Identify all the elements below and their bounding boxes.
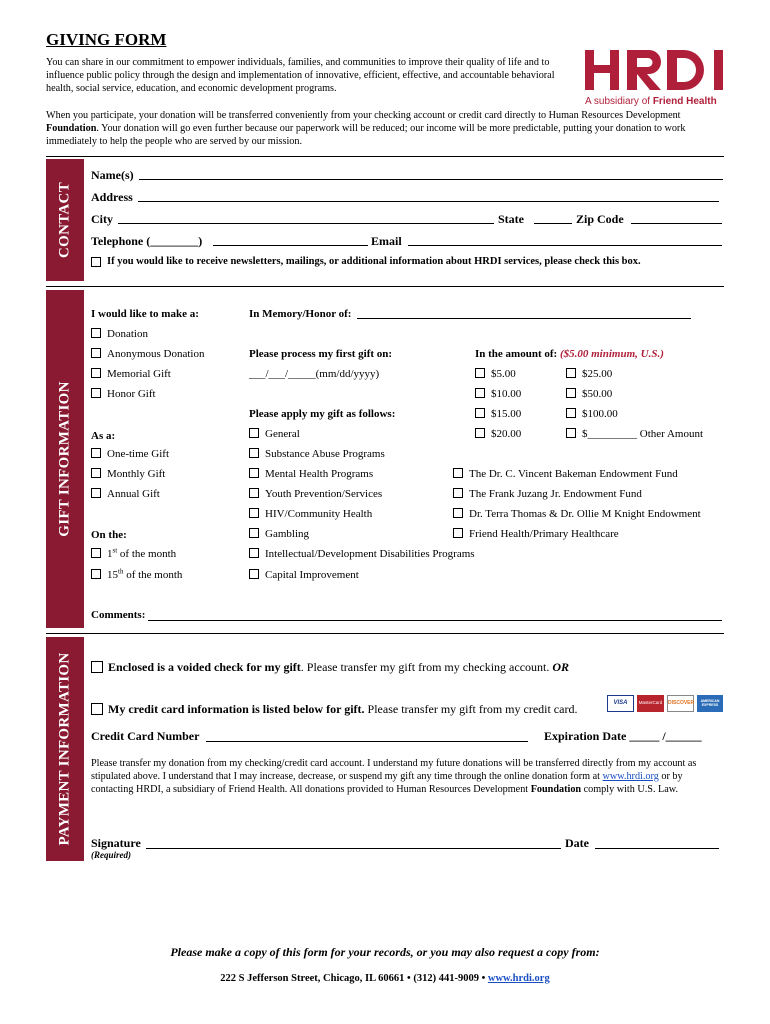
gift-type-label: Memorial Gift (107, 368, 171, 380)
day-num: 1 (107, 548, 113, 560)
first-of-month-checkbox[interactable] (91, 548, 101, 558)
fund-friend-health-checkbox[interactable] (453, 528, 463, 538)
on-the-label: On the: (91, 529, 127, 541)
contact-band (46, 159, 84, 281)
program-label: Capital Improvement (265, 569, 359, 581)
gift-type-label: Donation (107, 328, 148, 340)
make-a-label: I would like to make a: (91, 308, 199, 320)
program-label: General (265, 428, 300, 440)
amount-option: $25.00 (582, 368, 613, 380)
first-gift-date-field[interactable]: ___/___/_____(mm/dd/yyyy) (249, 368, 380, 380)
footer-address (0, 973, 770, 984)
program-youth-prevention-checkbox[interactable] (249, 488, 259, 498)
amount-option: $50.00 (582, 388, 613, 400)
telephone-label: Telephone (________) (91, 234, 203, 248)
expiration-date-field[interactable]: Expiration Date _____ /______ (544, 729, 702, 743)
logo-tagline (585, 96, 717, 107)
check-rest: . Please transfer my gift from my checking account. (300, 660, 553, 674)
form-title: GIVING FORM (46, 30, 167, 49)
frequency-label: Annual Gift (107, 488, 160, 500)
amount-option: $20.00 (491, 428, 522, 440)
voided-check-label (108, 660, 569, 675)
intro-bold: Foundation (46, 123, 97, 134)
footer-note: Please make a copy of this form for your records, or you may also request a copy from: (170, 945, 600, 959)
card-logos (607, 694, 723, 714)
day-sup: th (118, 567, 124, 576)
amount-option: $100.00 (582, 408, 618, 420)
telephone-field[interactable] (213, 245, 368, 246)
fund-label: The Dr. C. Vincent Bakeman Endowment Fund (469, 468, 678, 480)
state-label: State (498, 212, 524, 226)
program-label: Youth Prevention/Services (265, 488, 383, 500)
amount-label (475, 348, 664, 360)
comments-field[interactable] (148, 620, 722, 621)
amount-option: $10.00 (491, 388, 522, 400)
program-label: Mental Health Programs (265, 468, 374, 480)
newsletter-checkbox[interactable] (91, 257, 101, 267)
intro-text-a: When you participate, your donation will be transferred conveniently from your checking account or credit card directly to Human Resources Development (46, 110, 681, 121)
amount-50-checkbox[interactable] (566, 388, 576, 398)
credit-card-label (108, 702, 577, 717)
one-time-gift-checkbox[interactable] (91, 448, 101, 458)
credit-card-number-label: Credit Card Number (91, 729, 200, 743)
anonymous-donation-checkbox[interactable] (91, 348, 101, 358)
credit-card-number-field[interactable] (206, 741, 528, 742)
day-num: 15 (107, 569, 118, 581)
email-label: Email (371, 234, 402, 248)
visa-card-icon: VISA (607, 695, 634, 712)
day-rest: of the month (117, 548, 177, 560)
auth-text-c: comply with U.S. Law. (581, 784, 679, 795)
name-field[interactable] (139, 179, 723, 180)
address-field[interactable] (138, 201, 719, 202)
newsletter-label: If you would like to receive newsletters, mailings, or additional information about HRDI services, please check this box. (107, 256, 641, 267)
discover-card-icon: DISCOVER (667, 695, 694, 712)
date-label: Date (565, 836, 589, 850)
auth-text-b: or by contacting HRDI, a subsidiary of Friend Health. All donations provided to Human Resources Development (91, 771, 683, 795)
donation-checkbox[interactable] (91, 328, 101, 338)
auth-bold: Foundation (530, 784, 582, 795)
footer-address-text: 222 S Jefferson Street, Chicago, IL 60661 • (312) 441-9009 • (220, 973, 488, 984)
program-label: HIV/Community Health (265, 508, 373, 520)
signature-field[interactable] (146, 848, 561, 849)
fund-bakeman-checkbox[interactable] (453, 468, 463, 478)
apply-gift-label: Please apply my gift as follows: (249, 408, 396, 420)
footer-link[interactable]: www.hrdi.org (487, 973, 550, 984)
program-label: Intellectual/Development Disabilities Programs (265, 548, 475, 560)
frequency-label: One-time Gift (107, 448, 170, 460)
amount-20-checkbox[interactable] (475, 428, 485, 438)
fund-juzang-checkbox[interactable] (453, 488, 463, 498)
auth-text-a: Please transfer my donation from my checking/credit card account. I understand my future donations will be transferred directly from my account as stipulated above. I understand that I may increase, decrease, or suspend my gift any time through the online donation form at (91, 758, 697, 782)
program-gambling-checkbox[interactable] (249, 528, 259, 538)
day-option-15th (107, 569, 182, 581)
section-divider (46, 156, 724, 157)
intro-text-b: . Your donation will go even further because our paperwork will be reduced; our income will be more predictable, putting your donation to work immediately to help the people who are served by our mission. (46, 123, 686, 147)
city-field[interactable] (118, 223, 494, 224)
amount-minimum: ($5.00 minimum, U.S.) (559, 348, 664, 360)
program-general-checkbox[interactable] (249, 428, 259, 438)
payment-band-label: PAYMENT INFORMATION (56, 652, 73, 846)
zip-field[interactable] (631, 223, 722, 224)
address-label: Address (91, 190, 133, 204)
program-idd-checkbox[interactable] (249, 548, 259, 558)
hrdi-link[interactable]: www.hrdi.org (602, 771, 659, 782)
amount-other-option[interactable]: $_________ Other Amount (582, 428, 703, 440)
date-field[interactable] (595, 848, 719, 849)
check-or: OR (552, 660, 570, 674)
program-label: Gambling (265, 528, 309, 540)
city-label: City (91, 212, 113, 226)
amount-other-checkbox[interactable] (566, 428, 576, 438)
memory-honor-label: In Memory/Honor of: (249, 308, 352, 320)
fund-label: Dr. Terra Thomas & Dr. Ollie M Knight Endowment (469, 508, 701, 520)
amount-label-text: In the amount of: (475, 348, 558, 360)
amount-10-checkbox[interactable] (475, 388, 485, 398)
section-divider (46, 633, 724, 634)
zip-label: Zip Code (576, 212, 624, 226)
gift-type-label: Honor Gift (107, 388, 156, 400)
frequency-label: Monthly Gift (107, 468, 166, 480)
amount-option: $15.00 (491, 408, 522, 420)
comments-label: Comments: (91, 609, 146, 621)
required-note: (Required) (91, 850, 131, 860)
payment-information-band (46, 637, 84, 861)
gift-type-label: Anonymous Donation (107, 348, 205, 360)
gift-band-label: GIFT INFORMATION (56, 381, 73, 537)
honor-gift-checkbox[interactable] (91, 388, 101, 398)
card-rest: Please transfer my gift from my credit card. (364, 702, 578, 716)
hrdi-logo (583, 44, 733, 120)
day-sup: st (112, 546, 118, 555)
memorial-gift-checkbox[interactable] (91, 368, 101, 378)
day-rest: of the month (123, 569, 183, 581)
amount-100-checkbox[interactable] (566, 408, 576, 418)
state-field[interactable] (534, 223, 572, 224)
program-hiv-checkbox[interactable] (249, 508, 259, 518)
memory-honor-field[interactable] (357, 318, 691, 319)
amount-5-checkbox[interactable] (475, 368, 485, 378)
monthly-gift-checkbox[interactable] (91, 468, 101, 478)
card-bold: My credit card information is listed below for gift. (108, 702, 365, 716)
section-divider (46, 286, 724, 287)
amount-15-checkbox[interactable] (475, 408, 485, 418)
credit-card-checkbox[interactable] (91, 703, 103, 715)
fund-thomas-knight-checkbox[interactable] (453, 508, 463, 518)
as-a-label: As a: (91, 430, 116, 442)
amount-25-checkbox[interactable] (566, 368, 576, 378)
hrdi-logo-mark (583, 44, 733, 94)
contact-band-label: CONTACT (56, 182, 73, 258)
intro-paragraph-1: You can share in our commitment to empower individuals, families, and communities to improve their quality of life and to influence public policy through the design and implementation of innovative, efficient, effective, and accountable behavioral health, social service, education, and economic development programs. (46, 57, 555, 94)
program-capital-checkbox[interactable] (249, 569, 259, 579)
authorization-text (91, 757, 723, 796)
mastercard-card-icon: MasterCard (637, 695, 664, 712)
logo-tagline-b: Friend Health (652, 96, 717, 107)
day-option-1st (107, 548, 176, 560)
check-bold: Enclosed is a voided check for my gift (108, 660, 301, 674)
fifteenth-of-month-checkbox[interactable] (91, 569, 101, 579)
name-label: Name(s) (91, 168, 134, 182)
fund-label: The Frank Juzang Jr. Endowment Fund (469, 488, 642, 500)
process-first-gift-label: Please process my first gift on: (249, 348, 393, 360)
program-mental-health-checkbox[interactable] (249, 468, 259, 478)
program-substance-abuse-checkbox[interactable] (249, 448, 259, 458)
voided-check-checkbox[interactable] (91, 661, 103, 673)
gift-information-band (46, 290, 84, 628)
annual-gift-checkbox[interactable] (91, 488, 101, 498)
fund-label: Friend Health/Primary Healthcare (469, 528, 619, 540)
program-label: Substance Abuse Programs (265, 448, 385, 460)
signature-label: Signature (91, 836, 141, 850)
amex-card-icon: AMERICAN EXPRESS (697, 695, 723, 712)
email-field[interactable] (408, 245, 722, 246)
logo-tagline-a: A subsidiary of (585, 96, 653, 107)
amount-option: $5.00 (491, 368, 516, 380)
